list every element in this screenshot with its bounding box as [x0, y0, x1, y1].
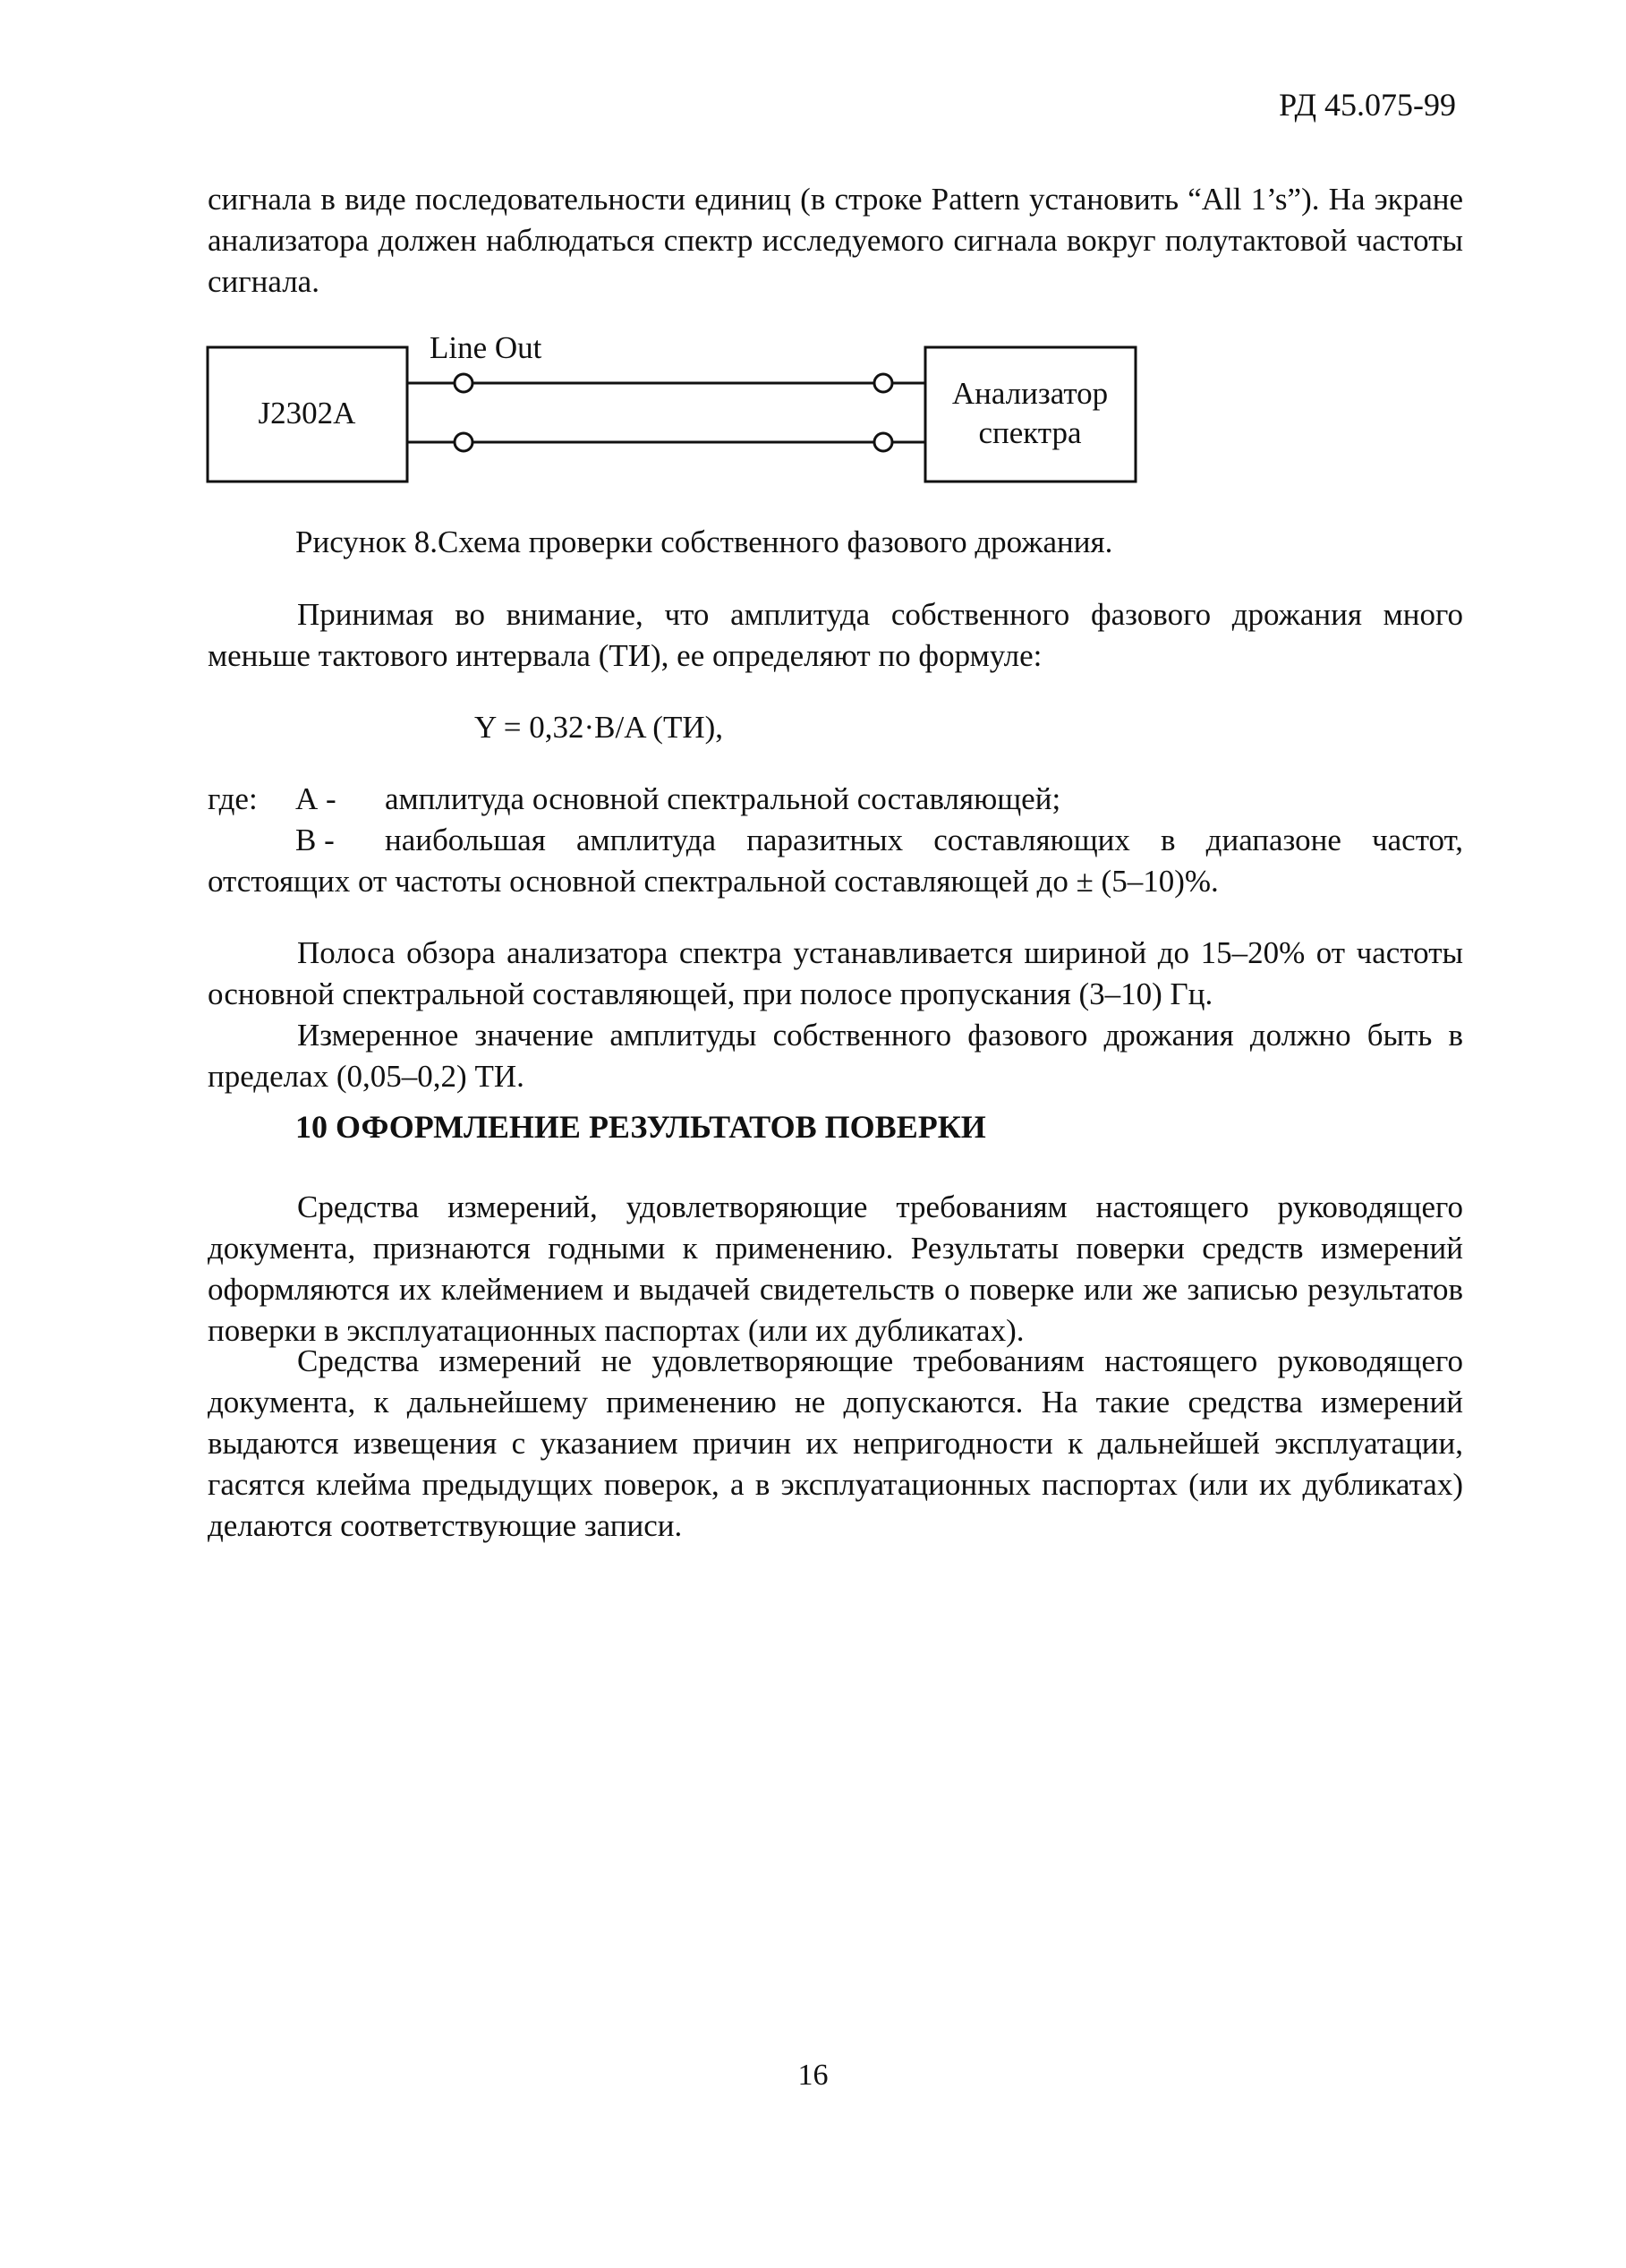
definition-symbol: В - [295, 823, 335, 857]
definition-text: наибольшая амплитуда паразитных составляющих в диапазоне частот, [385, 823, 1463, 857]
connection-diagram-svg [206, 329, 1145, 490]
top-terminal-left [455, 374, 472, 392]
intro-paragraph: сигнала в виде последовательности единиц (в строке Pattern установить “All 1’s”). На экране анализатора должен наблюдаться спектр исследуемого сигнала вокруг полутактовой частоты сигнала. [208, 182, 1463, 299]
definition-text: амплитуда основной спектральной составляющей; [385, 781, 1061, 816]
definition-symbol: А - [295, 781, 336, 816]
figure-caption: Рисунок 8.Схема проверки собственного фазового дрожания. [295, 524, 1113, 559]
results-paragraph-1: Средства измерений, удовлетворяющие требованиям настоящего руководящего документа, признаются годными к применению. Результаты поверки средств измерений оформляются их клеймением и выдачей свидетельств о поверке или же записью результатов поверки в эксплуатационных паспортах (или их дубликатах). [208, 1189, 1463, 1348]
measured-paragraph: Измеренное значение амплитуды собственного фазового дрожания должно быть в пределах (0,05–0,2) ТИ. [208, 1018, 1463, 1094]
definition-row-b [208, 820, 1463, 861]
bottom-terminal-left [455, 433, 472, 451]
line-out-label: Line Out [430, 330, 542, 365]
document-code: РД 45.075-99 [1279, 87, 1456, 123]
connection-diagram [206, 329, 1145, 490]
page-number: 16 [797, 2059, 829, 2092]
where-label: где: [208, 781, 258, 816]
band-paragraph: Полоса обзора анализатора спектра устанавливается шириной до 15–20% от частоты основной спектральной составляющей, при полосе пропускания (3–10) Гц. [208, 935, 1463, 1011]
analyzer-label-line1: Анализатор [951, 376, 1109, 411]
definitions-block [208, 779, 1463, 902]
section-title: 10 ОФОРМЛЕНИЕ РЕЗУЛЬТАТОВ ПОВЕРКИ [295, 1109, 986, 1145]
results-paragraph-2: Средства измерений не удовлетворяющие требованиям настоящего руководящего документа, к дальнейшему применению не допускаются. На такие средства измерений выдаются извещения с указанием причин их непригодности к дальнейшей эксплуатации, гасятся клейма предыдущих поверок, а в эксплуатационных паспортах (или их дубликатах) делаются соответствующие записи. [208, 1343, 1463, 1543]
top-terminal-right [874, 374, 892, 392]
jitter-formula: Y = 0,32·B/A (ТИ), [474, 710, 724, 745]
definition-row-a [208, 779, 1463, 820]
bottom-terminal-right [874, 433, 892, 451]
device-label: J2302A [258, 396, 356, 431]
analyzer-label-line2: спектра [978, 415, 1082, 450]
definition-continuation: отстоящих от частоты основной спектральной составляющей до ± (5–10)%. [208, 864, 1219, 899]
analyzer-box [925, 347, 1136, 482]
amplitude-paragraph: Принимая во внимание, что амплитуда собственного фазового дрожания много меньше тактового интервала (ТИ), ее определяют по формуле: [208, 597, 1463, 673]
